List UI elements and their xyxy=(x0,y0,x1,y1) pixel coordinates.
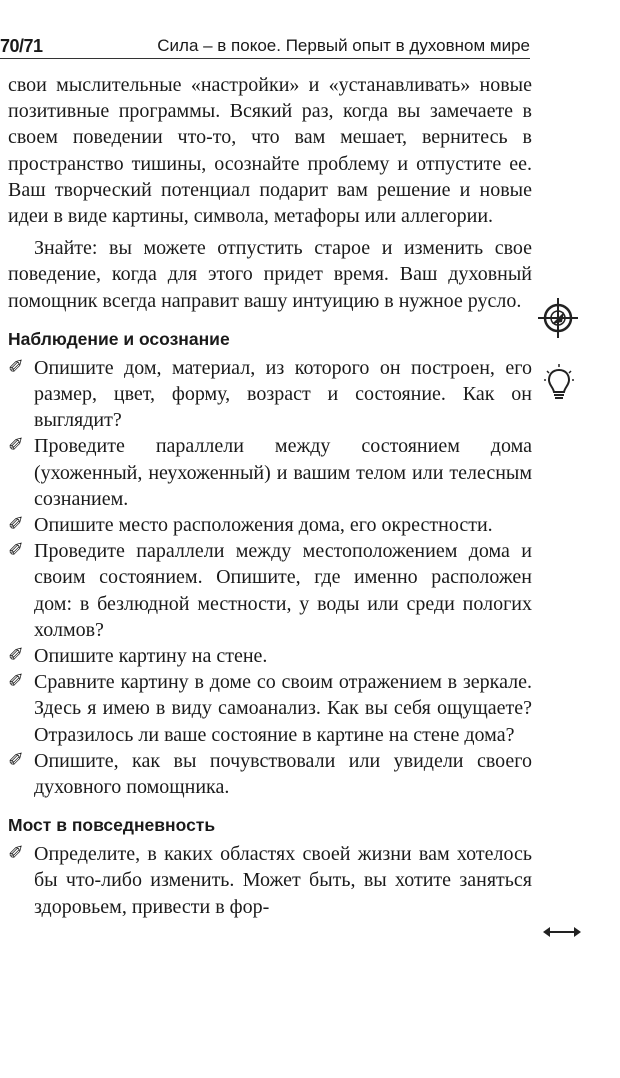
list-item-text: Проведите параллели между состоянием дома (ухоженный, неухоженный) и вашим телом или телесным сознанием. xyxy=(34,435,532,510)
list-item-text: Опишите дом, материал, из которого он построен, его размер, цвет, форму, возраст и состояние. Как он выглядит? xyxy=(34,356,532,432)
pencil-icon: ✐ xyxy=(8,645,24,667)
pencil-icon: ✐ xyxy=(8,671,24,693)
task-list xyxy=(8,355,532,800)
paragraph: Знайте: вы можете отпустить старое и изменить свое поведение, когда для этого придет время. Ваш духовный помощник всегда направит вашу интуицию в нужное русло. xyxy=(8,237,532,312)
task-list xyxy=(8,841,532,920)
list-item xyxy=(8,433,532,512)
list-item xyxy=(8,669,532,748)
list-item xyxy=(8,512,532,538)
list-item-text: Опишите картину на стене. xyxy=(34,645,268,668)
list-item xyxy=(8,748,532,800)
pencil-icon: ✐ xyxy=(8,514,24,536)
double-arrow-icon xyxy=(542,924,582,940)
list-item-text: Сравните картину в доме со своим отражением в зеркале. Здесь я имею в виду самоанализ. Как вы себя ощущаете? Отразилось ли ваше состояние в картине на стене дома? xyxy=(34,671,532,746)
lightbulb-icon xyxy=(544,364,574,406)
list-item xyxy=(8,841,532,920)
header-rule xyxy=(0,58,530,59)
pencil-icon: ✐ xyxy=(8,749,24,771)
section-heading: Мост в повседневность xyxy=(8,815,216,836)
section-heading: Наблюдение и осознание xyxy=(8,328,230,349)
paragraph: свои мыслительные «настройки» и «устанавливать» новые позитивные программы. Всякий раз, когда вы замечаете в своем поведении что-то, что вам мешает, вернитесь в пространство тишины, осознайте проблему и отпустите ее. Ваш творческий потенциал подарит вам решение и новые идеи в виде картины, символа, метафоры или аллегории. xyxy=(8,74,532,228)
pencil-icon: ✐ xyxy=(8,435,24,457)
list-item-text: Опишите, как вы почувствовали или увидели своего духовного помощника. xyxy=(34,749,532,799)
page-numbers: 70/71 xyxy=(0,36,43,56)
list-item-text: Опишите место расположения дома, его окрестности. xyxy=(34,514,493,537)
pencil-icon: ✐ xyxy=(8,843,24,865)
crosshair-compass-icon xyxy=(536,296,580,340)
pencil-icon: ✐ xyxy=(8,356,24,378)
list-item-text: Определите, в каких областях своей жизни вам хотелось бы что-либо изменить. Может быть, вы хотите заняться здоровьем, привести в фор- xyxy=(34,843,532,918)
page-header xyxy=(0,30,530,60)
list-item-text: Проведите параллели между местоположением дома и своим состоянием. Опишите, где именно расположен дом: в безлюдной местности, у воды или среди пологих холмов? xyxy=(34,540,532,641)
list-item xyxy=(8,538,532,643)
list-item xyxy=(8,643,532,669)
pencil-icon: ✐ xyxy=(8,540,24,562)
list-item xyxy=(8,355,532,434)
running-title: Сила – в покое. Первый опыт в духовном мире xyxy=(157,36,530,55)
page-body xyxy=(8,72,532,920)
